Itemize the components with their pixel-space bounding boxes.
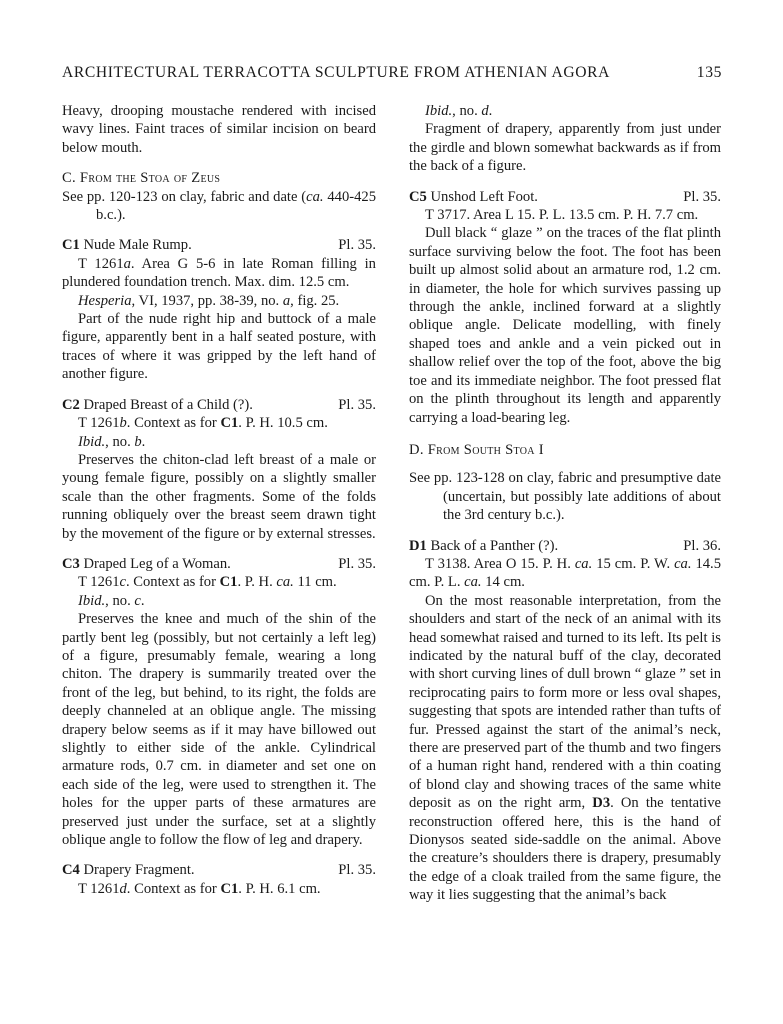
left-column	[62, 102, 376, 898]
entry-plate: Pl. 36.	[683, 537, 721, 554]
entry-heading	[62, 555, 376, 573]
entry-code: C2	[62, 396, 80, 413]
entry-title: Draped Leg of a Woman.	[79, 555, 231, 572]
entry-description: Fragment of drapery, apparently from just under the girdle and blown somewhat backwards as if from the back of a figure.	[409, 121, 721, 175]
entry-title: Back of a Panther (?).	[426, 537, 559, 554]
entry-heading	[62, 396, 376, 414]
see-ca: ca.	[306, 188, 324, 205]
entry-c4	[62, 861, 376, 898]
entry-heading	[409, 537, 721, 555]
intro-paragraph: Heavy, drooping moustache rendered with incised wavy lines. Faint traces of similar incision on beard below mouth.	[62, 103, 376, 156]
entry-find: T 3138. Area O 15. P. H. ca. 15 cm. P. W. ca. 14.5 cm. P. L. ca. 14 cm.	[409, 555, 722, 591]
entry-plate: Pl. 35.	[338, 396, 376, 413]
entry-d1	[409, 537, 721, 905]
entry-description: On the most reasonable interpretation, from the shoulders and start of the neck of an animal with its head somewhat raised and turned to its left. Its pelt is indicated by the natural buff of the clay, decorated with short curving lines of dull brown “ glaze ” set in reciprocating pairs to form more or less oval shapes, suggesting that spots are intended rather than tufts of fur. Pressed against the start of the animal’s neck, there are preserved part of the thumb and two fingers of a human right hand, rendered with a thin coating of blond clay and showing traces of the same white deposit as on the right arm, D3. On the tentative reconstruction offered here, this is the hand of Dionysos seated side-saddle on the animal. Above the creature’s shoulders there is drapery, presumably the edge of a cloak trailed from the same figure, the way it lies suggesting that the animal’s back	[409, 592, 721, 904]
entry-plate: Pl. 35.	[683, 188, 721, 205]
see-text-b: 440-425 b.c.).	[96, 188, 376, 224]
page-number: 135	[696, 64, 722, 81]
entry-find: T 1261c. Context as for C1. P. H. ca. 11 cm.	[78, 574, 337, 591]
entry-description: Dull black “ glaze ” on the traces of the flat plinth surface surviving below the foot. The foot has been built up almost solid about an armature rod, 1.2 cm. in diameter, the hole for which survives passing up through the ankle, inclined forward at a slightly oblique angle. Delicate modelling, with finely shaped toes and ankle and a vein picked out in shallow relief over the top of the foot, above the big toe and its immediate neighbor. The foot pressed flat on the plinth throughout its length and apparently carrying a load-bearing leg.	[409, 225, 721, 426]
entry-code: C3	[62, 555, 80, 572]
entry-title: Nude Male Rump.	[79, 237, 192, 254]
entry-c5	[409, 188, 721, 427]
entry-heading	[62, 861, 376, 879]
entry-code: C1	[62, 237, 80, 254]
section-c	[62, 169, 376, 224]
entry-c2	[62, 396, 376, 543]
entry-description: Part of the nude right hip and buttock of a male figure, apparently bent in a half seated posture, with traces of where it was gripped by the left hand of another figure.	[62, 311, 376, 383]
entry-description: Preserves the chiton-clad left breast of a male or young female figure, possibly on a slightly smaller scale than the other fragments. Some of the folds running obliquely over the breast seem drawn tight by the movement of the figure or by external stresses.	[62, 451, 376, 542]
entry-c1	[62, 236, 376, 383]
entry-ibid: Ibid., no. c.	[78, 592, 145, 609]
entry-title: Unshod Left Foot.	[426, 188, 538, 205]
entry-find: T 1261b. Context as for C1. P. H. 10.5 cm.	[78, 415, 328, 432]
entry-plate: Pl. 35.	[338, 237, 376, 254]
entry-code: C5	[409, 188, 427, 205]
entry-heading	[409, 188, 721, 206]
entry-bibliography: Hesperia, VI, 1937, pp. 38-39, no. a, fig. 25.	[78, 292, 340, 309]
entry-plate: Pl. 35.	[338, 555, 376, 572]
running-title: ARCHITECTURAL TERRACOTTA SCULPTURE FROM ATHENIAN AGORA	[62, 64, 610, 81]
entry-heading	[62, 236, 376, 254]
section-d-see: See pp. 123-128 on clay, fabric and presumptive date (uncertain, but possibly late additions of about the 3rd century b.c.).	[409, 470, 721, 524]
section-d-heading: D. From South Stoa I	[409, 441, 544, 458]
section-c-see	[62, 188, 376, 225]
entry-ibid: Ibid., no. d.	[425, 103, 493, 119]
entry-find: T 1261a. Area G 5-6 in late Roman filling in plundered foundation trench. Max. dim. 12.5 cm.	[62, 255, 376, 291]
entry-title: Draped Breast of a Child (?).	[79, 396, 253, 413]
entry-title: Drapery Fragment.	[79, 862, 195, 879]
entry-code: D1	[409, 537, 427, 554]
entry-code: C4	[62, 862, 80, 879]
section-d	[409, 441, 721, 525]
entry-plate: Pl. 35.	[338, 862, 376, 879]
entry-description: Preserves the knee and much of the shin of the partly bent leg (possibly, but not certainly a left leg) of a figure, presumably female, wearing a long chiton. The drapery is summarily treated over the front of the leg, but behind, to its right, the folds are deeply channeled at an oblique angle. The missing drapery below seems as if it may have billowed out slightly to either side of the ankle. Cylindrical armature rods, 0.7 cm. in diameter and set one on each side of the leg, were used to strengthen it. The holes for the upper parts of these armatures are preserved just under the surface, set at a slightly oblique angle to follow the flow of leg and drapery.	[62, 611, 376, 849]
entry-find: T 3717. Area L 15. P. L. 13.5 cm. P. H. 7.7 cm.	[425, 207, 699, 224]
entry-find: T 1261d. Context as for C1. P. H. 6.1 cm.	[78, 880, 321, 897]
section-c-heading: C. From the Stoa of Zeus	[62, 170, 221, 187]
entry-c4-continued	[409, 102, 721, 176]
see-text-a: See pp. 120-123 on clay, fabric and date (	[62, 188, 307, 205]
entry-ibid: Ibid., no. b.	[78, 433, 146, 450]
entry-c3	[62, 555, 376, 850]
right-column	[409, 102, 721, 905]
